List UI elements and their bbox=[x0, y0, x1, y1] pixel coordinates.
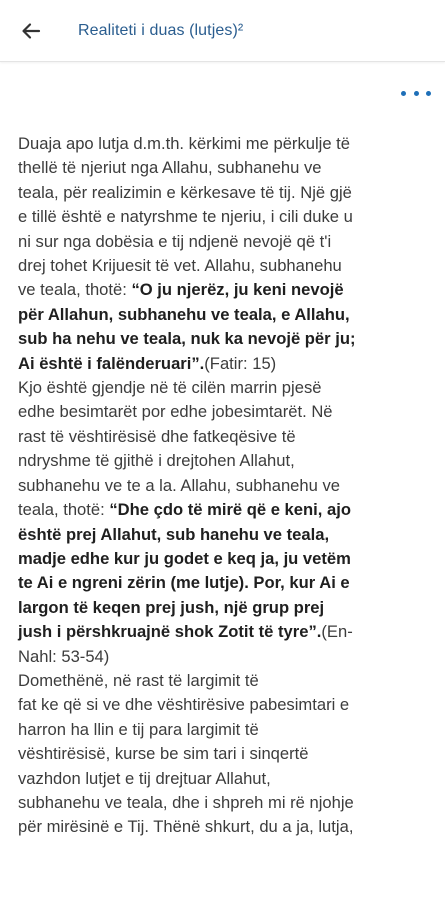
text-line: ni sur nga dobësia e tij ndjenë nevojë që t'i bbox=[18, 231, 332, 251]
text-line: subhanehu ve te a la. Allahu, subhanehu ve bbox=[18, 475, 340, 495]
text-line: ndryshme të gjithë i drejtohen Allahut, bbox=[18, 451, 295, 471]
quote-line: “Dhe çdo të mirë që e keni, ajo bbox=[109, 500, 351, 520]
text-line: thellë të njeriut nga Allahu, subhanehu ve bbox=[18, 158, 322, 178]
quote-reference: Nahl: 53-54) bbox=[18, 646, 110, 666]
back-button[interactable] bbox=[0, 0, 62, 62]
more-options-button[interactable] bbox=[401, 84, 431, 102]
app-bar bbox=[0, 0, 445, 62]
arrow-left-icon bbox=[21, 21, 41, 41]
text-line: Domethënë, në rast të largimit të bbox=[18, 670, 259, 690]
quote-line: sub ha nehu ve teala, nuk ka nevojë për ju; bbox=[18, 329, 356, 349]
quote-line: jush i përshkruajnë shok Zotit të tyre”. bbox=[18, 622, 322, 642]
text-line: fat ke që si ve dhe vështirësive pabesimtari e bbox=[18, 695, 350, 715]
quote-line: për Allahun, subhanehu ve teala, e Allahu, bbox=[18, 304, 350, 324]
quote-reference: (Fatir: 15) bbox=[204, 353, 277, 373]
text-line: e tillë është e natyrshme te njeriu, i cili duke u bbox=[18, 207, 353, 227]
text-line: teala, për realizimin e kërkesave të tij. Një gjë bbox=[18, 182, 352, 202]
more-horizontal-icon-dot-2 bbox=[414, 91, 419, 96]
text-line: vazhdon lutjet e tij drejtuar Allahut, bbox=[18, 768, 271, 788]
text-line: drej tohet Krijuesit të vet. Allahu, subhanehu bbox=[18, 256, 342, 276]
article-body bbox=[18, 132, 438, 840]
text-line: edhe besimtarët por edhe jobesimtarët. Në bbox=[18, 402, 333, 422]
article-paragraph-3 bbox=[18, 669, 438, 840]
more-horizontal-icon bbox=[401, 91, 406, 96]
article-paragraph-2 bbox=[18, 376, 438, 669]
text-line: rast të vështirësisë dhe fatkeqësive të bbox=[18, 426, 296, 446]
quote-line: është prej Allahut, sub hanehu ve teala, bbox=[18, 524, 330, 544]
quote-reference: (En- bbox=[321, 622, 353, 642]
quote-line: “O ju njerëz, ju keni nevojë bbox=[131, 280, 344, 300]
text-line: teala, thotë: bbox=[18, 500, 110, 520]
text-line: subhanehu ve teala, dhe i shpreh mi rë njohje bbox=[18, 792, 354, 812]
page-title: Realiteti i duas (lutjes)² bbox=[78, 21, 244, 39]
more-horizontal-icon-dot-3 bbox=[426, 91, 431, 96]
quote-line: Ai është i falënderuari”. bbox=[18, 353, 205, 373]
quote-line: largon të keqen prej jush, një grup prej bbox=[18, 597, 325, 617]
text-line: Duaja apo lutja d.m.th. kërkimi me përkulje të bbox=[18, 134, 351, 153]
article-paragraph-1 bbox=[18, 132, 438, 376]
quote-line: madje edhe kur ju godet e keq ja, ju vetëm bbox=[18, 548, 351, 568]
text-line: vështirësisë, kurse be sim tari i sinqertë bbox=[18, 744, 309, 764]
text-line: Kjo është gjendje në të cilën marrin pjesë bbox=[18, 378, 322, 398]
text-line: ve teala, thotë: bbox=[18, 280, 132, 300]
text-line: harron ha llin e tij para largimit të bbox=[18, 719, 259, 739]
quote-line: te Ai e ngreni zërin (me lutje). Por, kur Ai e bbox=[18, 573, 350, 593]
text-line: për mirësinë e Tij. Thënë shkurt, du a ja, lutja, bbox=[18, 817, 354, 837]
